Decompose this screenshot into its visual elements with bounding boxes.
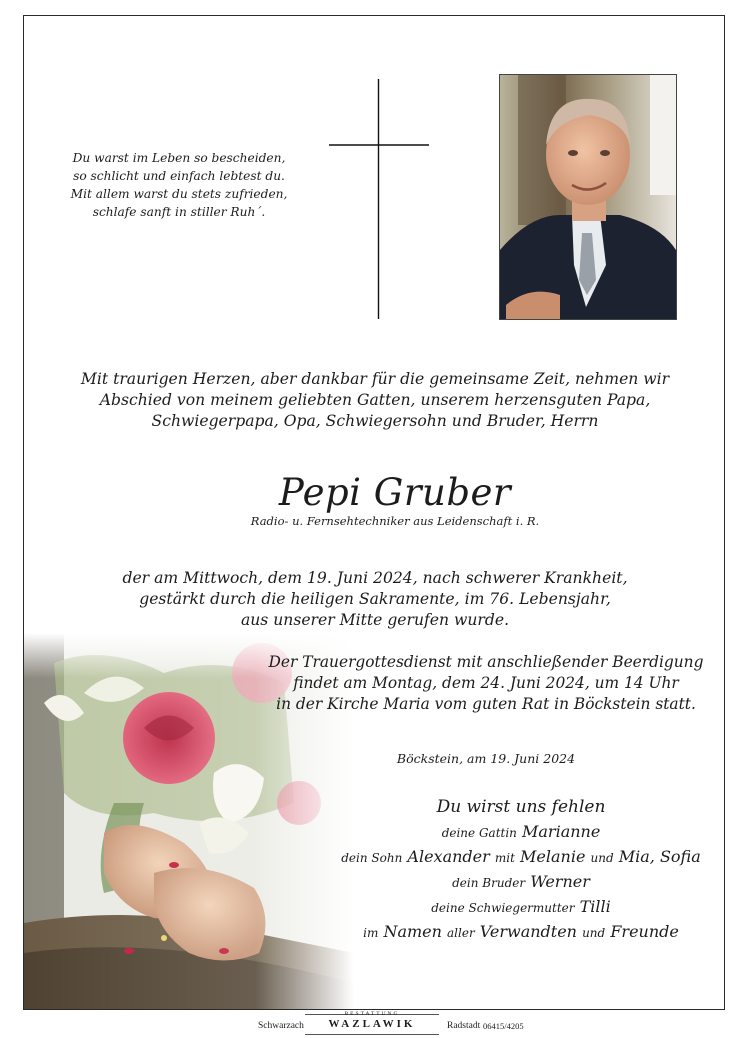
mourner-relation: dein Bruder (452, 876, 526, 890)
intro-line: Abschied von meinem geliebten Gatten, unserem herzensguten Papa, (99, 391, 651, 409)
mourner-relation: deine Schwiegermutter (431, 901, 575, 915)
mourner-connector: mit (494, 851, 515, 865)
place-date: Böckstein, am 19. Juni 2024 (396, 751, 576, 766)
funeral-home-footer (0, 1010, 750, 1038)
poem-line: so schlicht und einfach lebtest du. (73, 169, 285, 183)
mourners-list (326, 795, 716, 944)
mourner-name: Tilli (579, 897, 611, 916)
intro-line: Schwiegerpapa, Opa, Schwiegersohn und Bruder, Herrn (151, 412, 599, 430)
obituary-card (23, 15, 725, 1010)
cross-icon (329, 78, 429, 320)
portrait-photo (499, 74, 677, 320)
service-line: in der Kirche Maria vom guten Rat in Böckstein statt. (276, 695, 696, 713)
mourner-name: Marianne (522, 822, 601, 841)
poem-line: Mit allem warst du stets zufrieden, (70, 187, 288, 201)
funeral-home-logo (305, 1011, 439, 1031)
poem (44, 149, 314, 221)
mourner-name: Alexander (407, 847, 490, 866)
mourner-line (326, 894, 716, 919)
mourner-connector: und (582, 926, 606, 940)
service-line: Der Trauergottesdienst mit anschließender Beerdigung (268, 653, 704, 671)
logo-subtitle: BESTATTUNG (344, 1011, 400, 1017)
mourner-name: Werner (530, 872, 590, 891)
deceased-profession: Radio- u. Fernsehtechniker aus Leidenschaft i. R. (250, 514, 540, 528)
mourner-connector: aller (447, 926, 475, 940)
mourner-relation: dein Sohn (341, 851, 403, 865)
mourner-connector: im (363, 926, 379, 940)
mourner-connector: und (590, 851, 614, 865)
poem-line: Du warst im Leben so bescheiden, (72, 151, 286, 165)
mourner-line (326, 919, 716, 944)
intro-line: Mit traurigen Herzen, aber dankbar für die gemeinsame Zeit, nehmen wir (80, 370, 670, 388)
mourner-relation: deine Gattin (441, 826, 517, 840)
mourner-line (326, 844, 716, 869)
mourner-line (326, 869, 716, 894)
service-line: findet am Montag, dem 24. Juni 2024, um 14 Uhr (293, 674, 679, 692)
mourner-name: Verwandten (479, 922, 577, 941)
footer-rule (305, 1034, 439, 1035)
footer-location-right: Radstadt (447, 1021, 481, 1031)
mourner-name: Namen (383, 922, 442, 941)
logo-name: WAZLAWIK (328, 1018, 416, 1030)
poem-line: schlafe sanft in stiller Ruh´. (92, 205, 266, 219)
intro-text (54, 369, 696, 432)
death-line: der am Mittwoch, dem 19. Juni 2024, nach schwerer Krankheit, (122, 569, 628, 587)
footer-location-left: Schwarzach (258, 1021, 304, 1031)
mourner-line (326, 819, 716, 844)
death-line: gestärkt durch die heiligen Sakramente, im 76. Lebensjahr, (139, 590, 611, 608)
mourner-name: Melanie (520, 847, 586, 866)
death-notice (54, 568, 696, 631)
footer-phone: 06415/4205 (483, 1021, 524, 1031)
service-info (256, 652, 716, 715)
death-line: aus unserer Mitte gerufen wurde. (240, 611, 510, 629)
mourner-name: Mia, Sofia (618, 847, 701, 866)
deceased-name: Pepi Gruber (278, 471, 512, 514)
mourners-heading: Du wirst uns fehlen (436, 797, 606, 817)
mourner-name: Freunde (610, 922, 679, 941)
